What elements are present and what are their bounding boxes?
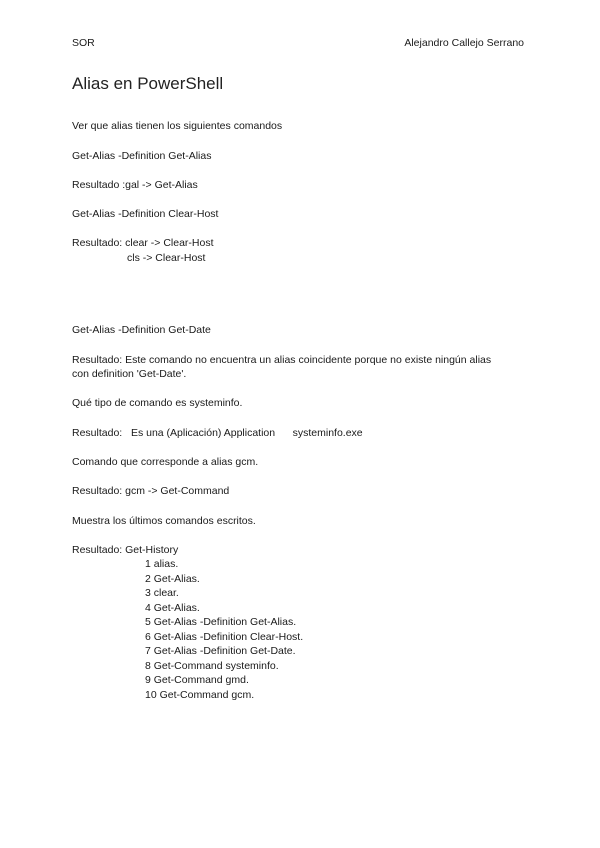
history-item: 10 Get-Command gcm. <box>145 689 255 701</box>
history-item: 2 Get-Alias. <box>145 573 200 585</box>
history-item: 1 alias. <box>145 558 179 570</box>
command-line: Get-Alias -Definition Clear-Host <box>72 208 219 220</box>
history-item: 5 Get-Alias -Definition Get-Alias. <box>145 616 297 628</box>
question-line: Muestra los últimos comandos escritos. <box>72 515 256 527</box>
history-item: 8 Get-Command systeminfo. <box>145 660 279 672</box>
history-item: 4 Get-Alias. <box>145 602 200 614</box>
history-item: 3 clear. <box>145 587 179 599</box>
result-line: Resultado: clear -> Clear-Host <box>72 237 214 249</box>
history-item: 9 Get-Command gmd. <box>145 674 249 686</box>
header-left-text: SOR <box>72 37 95 49</box>
command-line: Get-Alias -Definition Get-Date <box>72 324 211 336</box>
result-line: Resultado: Este comando no encuentra un alias coincidente porque no existe ningún alias <box>72 354 492 366</box>
result-line: Resultado: Get-History <box>72 544 179 556</box>
question-line: Comando que corresponde a alias gcm. <box>72 456 259 468</box>
page-title: Alias en PowerShell <box>72 74 224 93</box>
result-line-continued: con definition 'Get-Date'. <box>72 368 187 380</box>
history-item: 7 Get-Alias -Definition Get-Date. <box>145 645 296 657</box>
result-line: Resultado: gcm -> Get-Command <box>72 485 230 497</box>
result-line: Resultado :gal -> Get-Alias <box>72 179 198 191</box>
question-line: Qué tipo de comando es systeminfo. <box>72 397 243 409</box>
intro-line: Ver que alias tienen los siguientes comandos <box>72 120 283 132</box>
command-line: Get-Alias -Definition Get-Alias <box>72 150 212 162</box>
history-item: 6 Get-Alias -Definition Clear-Host. <box>145 631 304 643</box>
result-line: Resultado: Es una (Aplicación) Application systeminfo.exe <box>72 427 363 439</box>
header-author: Alejandro Callejo Serrano <box>404 37 524 49</box>
result-line-continued: cls -> Clear-Host <box>127 252 206 264</box>
